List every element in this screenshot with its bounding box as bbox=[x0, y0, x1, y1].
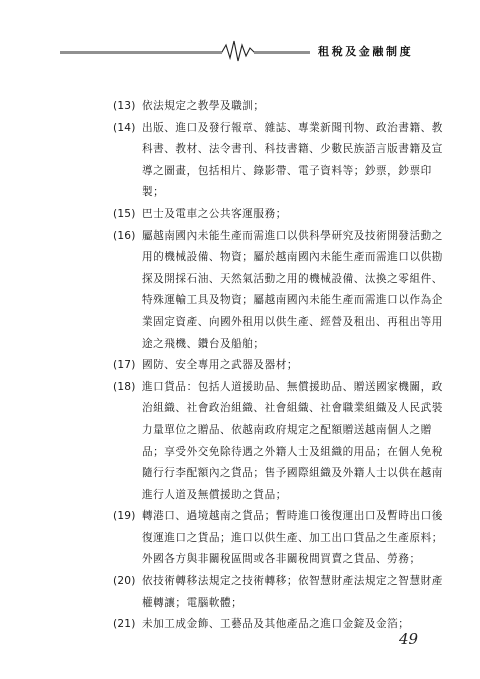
item-text bbox=[142, 204, 421, 226]
item-text-line: 進口貨品：包括人道援助品、無償援助品、贈送國家機關，政 bbox=[142, 380, 443, 393]
item-text-line: 特殊運輸工具及物資；屬越南國內未能生產而需進口以作為企 bbox=[142, 294, 443, 307]
item-text-line: 屬越南國內未能生產而需進口以供科學研究及技術開發活動之 bbox=[142, 229, 443, 242]
list-item bbox=[113, 355, 421, 377]
list-item bbox=[113, 204, 421, 226]
item-text-line: 品；享受外交免除待遇之外籍人士及組織的用品；在個人免稅 bbox=[142, 445, 443, 458]
regulation-list bbox=[113, 96, 443, 636]
list-item bbox=[113, 506, 443, 571]
list-item bbox=[113, 96, 421, 118]
item-text-line: 探及開採石油、天然氣活動之用的機械設備、汰換之零組件、 bbox=[142, 272, 443, 285]
item-text bbox=[142, 118, 443, 204]
list-item bbox=[113, 118, 443, 204]
item-text-line: 用的機械設備、物資；屬於越南國內未能生產而需進口以供勘 bbox=[142, 251, 443, 264]
item-number: (16) bbox=[113, 229, 136, 242]
item-text-line: 製； bbox=[142, 186, 165, 199]
item-text-line: 業固定資產、向國外租用以供生產、經營及租出、再租出等用 bbox=[142, 315, 443, 328]
item-text bbox=[142, 96, 421, 118]
item-number: (18) bbox=[113, 380, 136, 393]
chapter-title-text: 租稅及金融制度 bbox=[318, 45, 414, 58]
item-text-line: 外國各方與非關稅區間或各非關稅間買賣之貨品、勞務； bbox=[142, 553, 421, 566]
item-text-line: 復運進口之貨品；進口以供生產、加工出口貨品之生產原料； bbox=[142, 531, 443, 544]
item-text bbox=[142, 571, 443, 614]
item-text-line: 依技術轉移法規定之技術轉移；依智慧財產法規定之智慧財產 bbox=[142, 575, 443, 588]
item-number: (15) bbox=[113, 207, 136, 220]
item-text-line: 未加工成金飾、工藝品及其他產品之進口金錠及金箔； bbox=[142, 618, 410, 631]
item-text-line: 進行人道及無償援助之貨品； bbox=[142, 488, 287, 501]
list-item bbox=[113, 614, 421, 636]
item-text-line: 途之飛機、鑽台及船舶； bbox=[142, 337, 265, 350]
item-text-line: 科書、教材、法令書刊、科技書籍、少數民族語言版書籍及宣 bbox=[142, 143, 443, 156]
page-header bbox=[0, 36, 480, 66]
list-item bbox=[113, 571, 443, 614]
item-number: (17) bbox=[113, 359, 136, 372]
item-text-line: 巴士及電車之公共客運服務； bbox=[142, 207, 287, 220]
item-text-line: 隨行行李配額內之貨品；售予國際組織及外籍人士以供在越南 bbox=[142, 467, 443, 480]
item-number: (21) bbox=[113, 618, 136, 631]
item-text-line: 國防、安全專用之武器及器材； bbox=[142, 359, 299, 372]
item-text bbox=[142, 377, 443, 507]
item-number: (19) bbox=[113, 510, 136, 523]
item-number: (13) bbox=[113, 100, 136, 112]
item-text bbox=[142, 506, 443, 571]
item-number: (20) bbox=[113, 575, 136, 588]
list-item bbox=[113, 226, 443, 356]
item-text bbox=[142, 355, 421, 377]
item-text-line: 轉港口、過境越南之貨品；暫時進口後復運出口及暫時出口後 bbox=[142, 510, 443, 523]
item-text-line: 出版、進口及發行報章、雜誌、專業新聞刊物、政治書籍、教 bbox=[142, 121, 443, 134]
item-text bbox=[142, 226, 443, 356]
page-number: 49 bbox=[399, 630, 419, 648]
item-text-line: 治組織、社會政治組織、社會組織、社會職業組織及人民武裝 bbox=[142, 402, 443, 415]
item-text-line: 依法規定之教學及職訓； bbox=[142, 100, 265, 112]
item-number: (14) bbox=[113, 121, 136, 134]
list-item bbox=[113, 377, 443, 507]
item-text bbox=[142, 614, 421, 636]
chapter-title bbox=[318, 43, 418, 59]
item-text-line: 權轉讓；電腦軟體； bbox=[142, 596, 243, 609]
item-text-line: 導之圖畫，包括相片、錄影帶、電子資料等；鈔票，鈔票印 bbox=[142, 164, 432, 177]
item-text-line: 力量單位之贈品、依越南政府規定之配額贈送越南個人之贈 bbox=[142, 423, 432, 436]
